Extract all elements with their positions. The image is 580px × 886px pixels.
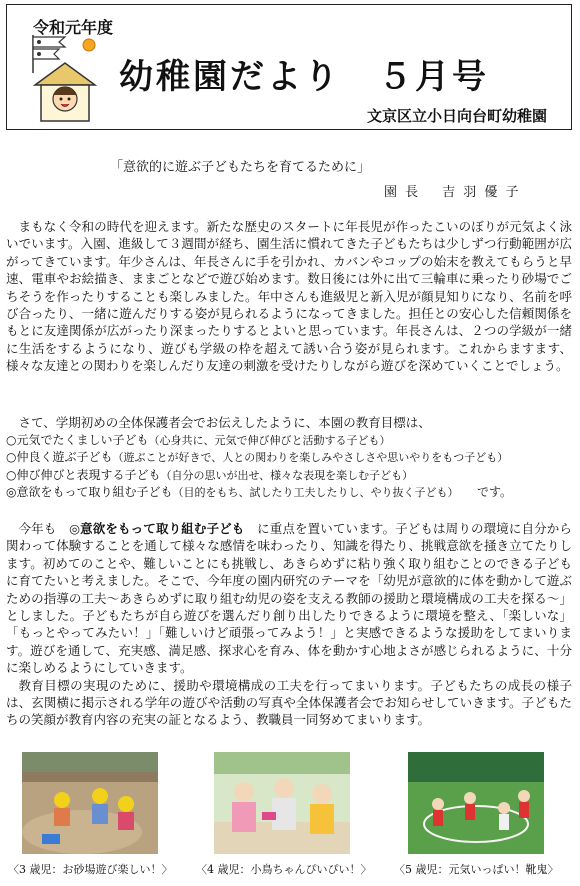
photo-caption: 〈5 歳児：元気いっぱい！靴鬼〉 xyxy=(394,863,559,876)
intro-paragraph-block xyxy=(6,218,572,375)
goal-item: ◎意欲をもって取り組む子ども（目的をもち、試したり工夫したりし、やり抜く子ども） です。 xyxy=(6,485,513,500)
school-name: 文京区立小日向台町幼稚園 xyxy=(366,107,547,125)
photo-shoe-tag xyxy=(408,752,544,854)
goals-intro: さて、学期初めの全体保護者会でお伝えしたように、本園の教育目標は、 xyxy=(18,415,431,430)
goal-item: ○仲良く遊ぶ子ども（遊ぶことが好きで、人との関わりを楽しみやさしさや思いやりをもつ子ども） xyxy=(6,450,509,465)
intro-paragraph: まもなく令和の時代を迎えます。新たな歴史のスタートに年長児が作ったこいのぼりが元気よく泳いでいます。入園、進級して３週間が経ち、園生活に慣れてきた子どもたちは少しずつ行動範囲が広がってきています。年少さんは、年長さんに手を引かれ、カバンやコップの始末を教えてもらうと早速、電車やお絵描き、ままごとなどで遊び始めます。数日後には外に出て三輪車に乗ったり砂場でごちそうを作ったりすることも楽しみました。年中さんも進級児と新入児が顔見知りになり、名前を呼び合ったり、一緒に遊んだりする姿が見られるようになってきました。担任との安心した信頼関係をもとに友達関係が広がったり深まったりするとよいと思っています。年長さんは、２つの学級が一緒に生活をするようになり、遊びも学級の枠を超えて誘い合う姿が見られます。これからますます、様々な友達との関わりを楽しんだり友達の刺激を受けたりしながら遊びを深めていくことでしょう。 xyxy=(6,219,572,374)
fiscal-year-label: 令和元年度 xyxy=(33,18,114,37)
newsletter-title: 幼稚園だより ５月号 xyxy=(119,57,489,97)
header-box xyxy=(6,4,572,130)
author-name: 吉 羽 優 子 xyxy=(442,185,521,200)
goal-item: ○元気でたくましい子ども（心身共に、元気で伸び伸びと活動する子ども） xyxy=(6,433,391,447)
focus-paragraph: 今年も ◎意欲をもって取り組む子ども に重点を置いています。子どもは周りの環境に自分から関わって体験することを通して様々な感情を味わったり、知識を得たり、挑戦意欲を掻き立てたりします。初めてのことや、難しいことにも挑戦し、あきらめずに粘り強く取り組むことのできる子どもに育てたいと考えました。そこで、今年度の園内研究のテーマを「幼児が意欲的に体を動かして遊ぶための指導の工夫～あきらめずに取り組む幼児の姿を支える教師の援助と環境構成の工夫を探る～」としました。子どもたちが自ら遊びを選んだり創り出したりできるように環境を整え、「楽しいな」「もっとやってみたい！」「難しいけど頑張ってみよう！」と実感できるような援助をしてまいります。遊びを通して、充実感、満足感、探求心を育み、体を動かす心地よさが感じられるように、十分に楽しめるようにしていきます。 xyxy=(6,521,572,676)
education-goals-list xyxy=(6,432,572,502)
photo-sandbox xyxy=(22,752,158,854)
focus-goal-bold: ◎意欲をもって取り組む子ども xyxy=(69,521,245,536)
essay-title: 「意欲的に遊ぶ子どもたちを育てるために」 xyxy=(110,160,371,175)
author-line xyxy=(384,181,521,200)
photo-caption: 〈3 歳児：お砂場遊び楽しい！〉 xyxy=(8,863,173,876)
photo-little-birds xyxy=(214,752,350,854)
goal-item: ○伸び伸びと表現する子ども（自分の思いが出せ、様々な表現を楽しむ子ども） xyxy=(6,467,414,482)
goals-intro-block xyxy=(6,414,572,431)
photo-caption: 〈4 歳児：小鳥ちゃんぴいぴい！〉 xyxy=(196,863,372,876)
closing-paragraph: 教育目標の実現のために、援助や環境構成の工夫を行ってまいります。子どもたちの成長の様子は、玄関横に掲示される学年の遊びや活動の写真や全体保護者会でお知らせしていきます。子どもたちの笑顔が教育内容の充実の証となるよう、教職員一同努めてまいります。 xyxy=(6,677,572,728)
koinobori-house-illustration xyxy=(25,33,105,125)
focus-paragraph-block xyxy=(6,520,572,729)
author-role: 園 長 xyxy=(384,185,421,200)
